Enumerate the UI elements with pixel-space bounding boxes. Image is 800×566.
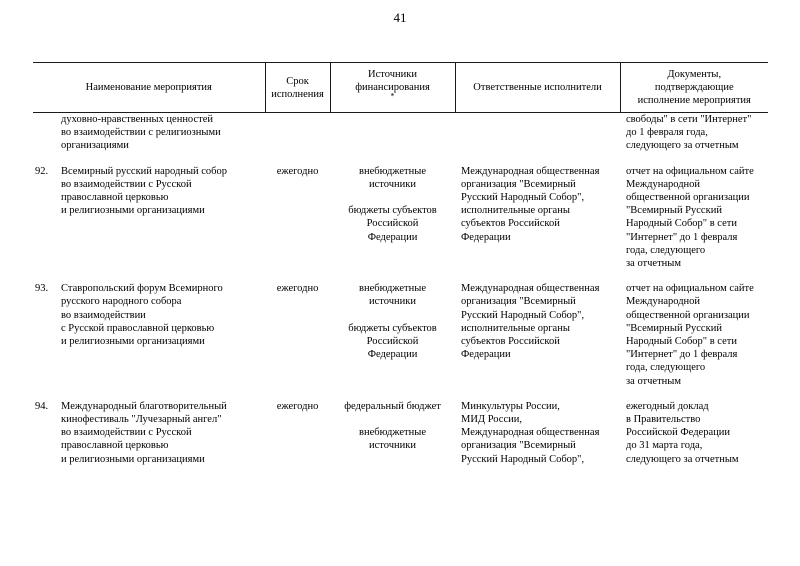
cell-documents: [620, 113, 768, 153]
text-line: Народный Собор" в сети: [626, 336, 737, 348]
cell-term: [265, 282, 330, 388]
header-line: исполнение мероприятия: [637, 95, 751, 106]
table-body: [33, 113, 768, 466]
text-line: во взаимодействии с Русской: [61, 427, 192, 439]
cell-funding-source: [330, 165, 455, 271]
cell-term: [265, 400, 330, 466]
text-line: и религиозными организациями: [61, 336, 205, 348]
text-line: Федерации: [461, 231, 511, 243]
table-header-row: [33, 63, 768, 113]
cell-funding-source: [330, 400, 455, 466]
text-line: Федерации: [367, 231, 418, 243]
cell-documents: [620, 400, 768, 466]
row-number: 93.: [35, 283, 49, 295]
text-line: года, следующего: [626, 244, 706, 256]
text-line: за отчетным: [626, 375, 681, 387]
text-block: [61, 400, 259, 466]
column-header-term-text: [269, 75, 327, 101]
header-line: Срок: [286, 75, 309, 87]
text-line: организация "Всемирный: [461, 440, 576, 452]
cell-funding-source: [330, 282, 455, 388]
text-line: с Русской православной церковью: [61, 322, 215, 334]
text-line: "Всемирный Русский: [626, 322, 722, 334]
table-row: [33, 400, 768, 466]
text-block: [461, 400, 616, 466]
text-block: [626, 400, 766, 466]
text-line: и религиозными организациями: [61, 205, 205, 217]
text-line: исполнительные органы: [461, 205, 570, 217]
column-header-name: [33, 63, 265, 113]
text-line: Российской: [366, 336, 419, 348]
text-line: во взаимодействии с религиозными: [61, 127, 221, 139]
row-spacer: [33, 270, 768, 282]
text-block: [334, 204, 451, 244]
cell-responsible: [455, 282, 620, 388]
text-line: Международной: [626, 178, 701, 190]
column-header-source: [330, 63, 455, 113]
text-block: [61, 165, 259, 218]
header-line: Документы,: [667, 69, 722, 80]
text-line: "Интернет" до 1 февраля: [626, 349, 738, 361]
text-block: [334, 282, 451, 308]
text-line: субъектов Российской: [461, 336, 560, 348]
row-number: [33, 113, 61, 153]
text-line: источники: [369, 296, 416, 308]
cell-responsible: [455, 400, 620, 466]
text-line: Международной: [626, 296, 701, 308]
text-line: Русский Народный Собор",: [461, 453, 585, 465]
cell-measure-name: [61, 282, 265, 388]
text-block: [461, 282, 616, 361]
text-line: субъектов Российской: [461, 218, 560, 230]
text-line: МИД России,: [461, 414, 522, 426]
text-line: русского народного собора: [61, 296, 182, 308]
column-header-documents-text: [624, 68, 766, 107]
cell-measure-name: [61, 165, 265, 271]
text-block: [626, 113, 766, 153]
footnote-marker-icon: *: [390, 91, 395, 101]
text-line: Федерации: [461, 349, 511, 361]
row-spacer: [33, 388, 768, 400]
text-line: до 31 марта года,: [626, 440, 703, 452]
table-header: [33, 63, 768, 113]
text-line: исполнительные органы: [461, 322, 570, 334]
text-block: [334, 400, 451, 413]
text-line: Минкультуры России,: [461, 400, 560, 412]
cell-measure-name: [61, 113, 265, 153]
cell-funding-source: [330, 113, 455, 153]
column-header-term: [265, 63, 330, 113]
text-block: [334, 322, 451, 362]
cell-measure-name: [61, 400, 265, 466]
measures-table: [33, 62, 768, 466]
table-row: [33, 113, 768, 153]
text-line: следующего за отчетным: [626, 140, 739, 152]
text-line: источники: [369, 440, 416, 452]
text-line: "Интернет" до 1 февраля: [626, 231, 738, 243]
table-row: [33, 165, 768, 271]
cell-term: [265, 113, 330, 153]
text-line: духовно-нравственных ценностей: [61, 114, 213, 125]
text-line: Русский Народный Собор",: [461, 192, 585, 204]
header-line: исполнения: [271, 88, 324, 100]
text-line: Всемирный русский народный собор: [61, 165, 228, 177]
text-line: свободы" в сети "Интернет": [626, 114, 752, 125]
text-block: [267, 400, 328, 413]
header-line: подтверждающие: [654, 82, 734, 93]
text-line: за отчетным: [626, 258, 681, 270]
row-spacer-cell: [33, 388, 768, 400]
text-block: [626, 282, 766, 388]
text-line: православной церковью: [61, 192, 169, 204]
text-line: общественной организации: [626, 192, 750, 204]
text-line: Русский Народный Собор",: [461, 309, 585, 321]
text-line: во взаимодействии с Русской: [61, 178, 192, 190]
page-number: 41: [393, 10, 407, 25]
text-block: [334, 165, 451, 191]
text-line: федеральный бюджет: [344, 400, 441, 412]
text-line: внебюджетные: [359, 427, 426, 439]
text-line: источники: [369, 178, 416, 190]
text-line: отчет на официальном сайте: [626, 283, 754, 295]
row-spacer: [33, 153, 768, 165]
cell-responsible: [455, 113, 620, 153]
text-line: Российской: [366, 218, 419, 230]
text-line: Международная общественная: [461, 427, 600, 439]
text-line: ежегодно: [276, 165, 319, 177]
text-line: Международный благотворительный: [61, 400, 227, 412]
cell-responsible: [455, 165, 620, 271]
text-line: Российской Федерации: [626, 427, 730, 439]
text-line: кинофестиваль "Лучезарный ангел": [61, 414, 222, 426]
text-block: [334, 426, 451, 452]
row-spacer-cell: [33, 270, 768, 282]
table-row: [33, 282, 768, 388]
text-block: [626, 165, 766, 271]
text-block: [267, 282, 328, 295]
text-block: [267, 165, 328, 178]
column-header-name-text: Наименование мероприятия: [85, 82, 212, 93]
text-line: отчет на официальном сайте: [626, 165, 754, 177]
cell-documents: [620, 282, 768, 388]
text-line: организация "Всемирный: [461, 296, 576, 308]
text-line: Международная общественная: [461, 165, 600, 177]
text-line: организациями: [61, 140, 129, 152]
text-line: внебюджетные: [359, 165, 426, 177]
text-block: [461, 165, 616, 244]
text-line: в Правительство: [626, 414, 701, 426]
text-line: православной церковью: [61, 440, 169, 452]
column-header-responsible-text: Ответственные исполнители: [473, 82, 602, 93]
cell-term: [265, 165, 330, 271]
text-line: ежегодно: [276, 400, 319, 412]
text-line: ежегодный доклад: [626, 400, 709, 412]
text-line: года, следующего: [626, 362, 706, 374]
text-line: во взаимодействии: [61, 309, 146, 321]
text-line: до 1 февраля года,: [626, 127, 708, 139]
text-block: [61, 282, 259, 348]
text-line: и религиозными организациями: [61, 453, 205, 465]
cell-documents: [620, 165, 768, 271]
text-line: Федерации: [367, 349, 418, 361]
text-line: внебюджетные: [359, 283, 426, 295]
column-header-source-text: [334, 68, 452, 94]
header-line: финансирования: [355, 82, 430, 93]
text-line: Международная общественная: [461, 283, 600, 295]
text-line: бюджеты субъектов: [348, 322, 437, 334]
text-line: "Всемирный Русский: [626, 205, 722, 217]
column-header-documents: [620, 63, 768, 113]
text-block: [61, 113, 259, 153]
text-line: организация "Всемирный: [461, 178, 576, 190]
text-line: Народный Собор" в сети: [626, 218, 737, 230]
text-line: Ставропольский форум Всемирного: [61, 283, 223, 295]
text-line: ежегодно: [276, 283, 319, 295]
column-header-responsible: [455, 63, 620, 113]
header-line: Источники: [368, 69, 417, 80]
row-number: 92.: [35, 165, 49, 177]
text-line: следующего за отчетным: [626, 453, 739, 465]
row-spacer-cell: [33, 153, 768, 165]
row-number: 94.: [35, 400, 49, 412]
text-line: бюджеты субъектов: [348, 205, 437, 217]
text-line: общественной организации: [626, 309, 750, 321]
